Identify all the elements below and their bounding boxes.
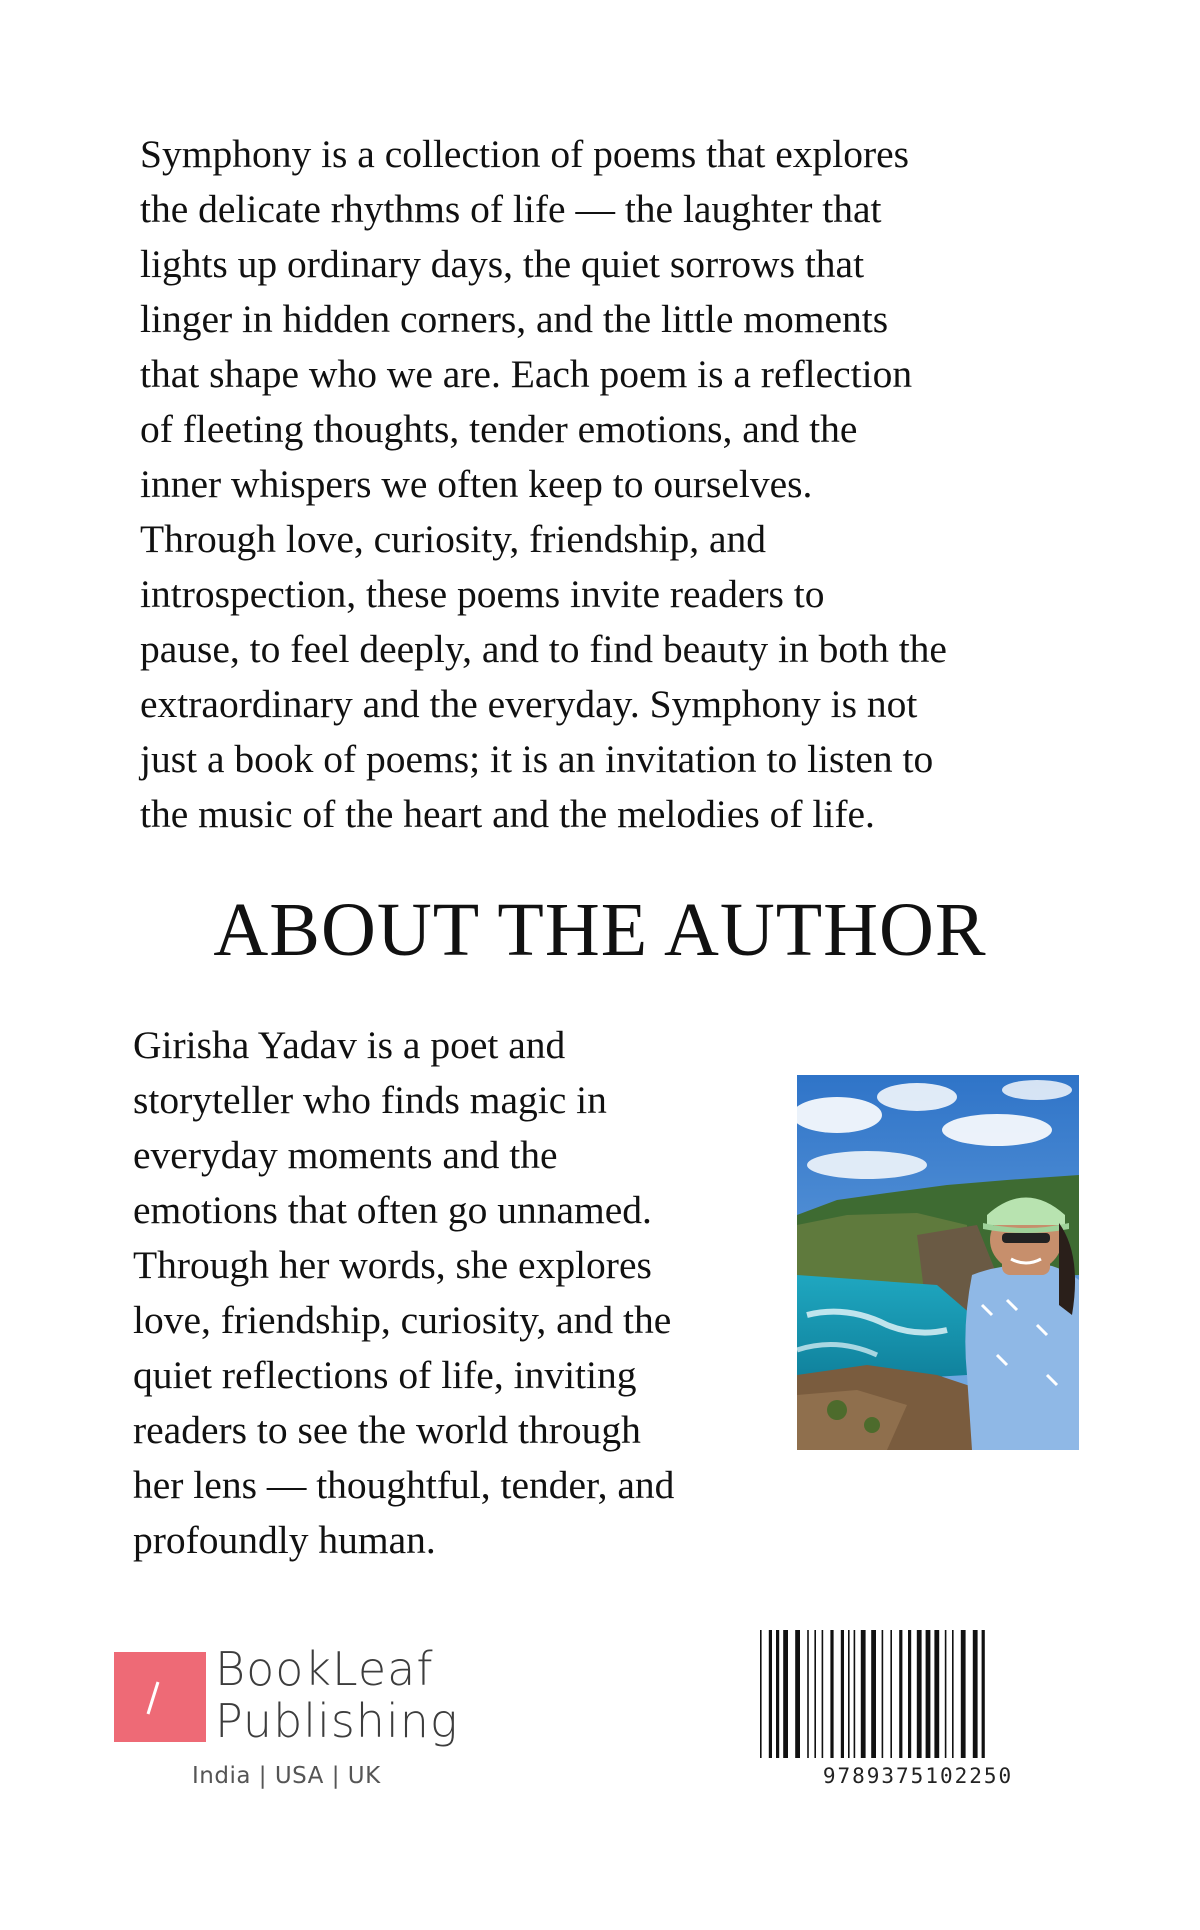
blurb-line: introspection, these poems invite readers to bbox=[140, 572, 825, 616]
bio-line: storyteller who finds magic in bbox=[133, 1078, 607, 1122]
blurb-line: the music of the heart and the melodies of life. bbox=[140, 792, 875, 836]
barcode-bar bbox=[841, 1630, 844, 1758]
bio-line: quiet reflections of life, inviting bbox=[133, 1353, 637, 1397]
bio-line: her lens — thoughtful, tender, and bbox=[133, 1463, 675, 1507]
barcode-bar bbox=[908, 1630, 911, 1758]
barcode-bar bbox=[783, 1630, 788, 1758]
publisher-regions: India | USA | UK bbox=[192, 1763, 381, 1789]
barcode-bar bbox=[861, 1630, 866, 1758]
barcode-bar bbox=[899, 1630, 902, 1758]
bio-line: everyday moments and the bbox=[133, 1133, 558, 1177]
blurb-line: just a book of poems; it is an invitation to listen to bbox=[140, 737, 934, 781]
bio-line: Girisha Yadav is a poet and bbox=[133, 1023, 566, 1067]
barcode-bar bbox=[882, 1630, 884, 1758]
barcode-bar bbox=[814, 1630, 816, 1758]
barcode-bar bbox=[871, 1630, 876, 1758]
barcode-bar bbox=[822, 1630, 824, 1758]
blurb-line: inner whispers we often keep to ourselves. bbox=[140, 462, 813, 506]
barcode-bar bbox=[795, 1630, 800, 1758]
bio-line: emotions that often go unnamed. bbox=[133, 1188, 652, 1232]
blurb-line: extraordinary and the everyday. Symphony is not bbox=[140, 682, 918, 726]
publisher-name-line2: Publishing bbox=[215, 1694, 459, 1748]
blurb-line: of fleeting thoughts, tender emotions, and the bbox=[140, 407, 858, 451]
isbn-number: 9789375102250 bbox=[822, 1764, 1014, 1788]
barcode-bar bbox=[760, 1630, 762, 1758]
author-bio bbox=[133, 1018, 783, 1568]
blurb-line: pause, to feel deeply, and to find beauty in both the bbox=[140, 627, 947, 671]
barcode-bar bbox=[952, 1630, 954, 1758]
author-photo bbox=[797, 1075, 1079, 1450]
blurb-line: lights up ordinary days, the quiet sorrows that bbox=[140, 242, 865, 286]
publisher-name-line1: BookLeaf bbox=[215, 1642, 434, 1696]
bio-line: Through her words, she explores bbox=[133, 1243, 652, 1287]
about-author-heading: ABOUT THE AUTHOR bbox=[213, 888, 987, 972]
barcode-bar bbox=[961, 1630, 966, 1758]
isbn-barcode bbox=[758, 1630, 1078, 1758]
bio-line: readers to see the world through bbox=[133, 1408, 641, 1452]
barcode-bar bbox=[945, 1630, 947, 1758]
blurb-line: Through love, curiosity, friendship, and bbox=[140, 517, 767, 561]
bio-line: love, friendship, curiosity, and the bbox=[133, 1298, 672, 1342]
publisher-name bbox=[215, 1643, 459, 1747]
barcode-bar bbox=[830, 1630, 833, 1758]
blurb-line: the delicate rhythms of life — the laughter that bbox=[140, 187, 882, 231]
barcode-bar bbox=[982, 1630, 985, 1758]
barcode-bar bbox=[934, 1630, 939, 1758]
barcode-bar bbox=[890, 1630, 892, 1758]
blurb-line: Symphony is a collection of poems that explores bbox=[140, 132, 910, 176]
barcode-bar bbox=[848, 1630, 850, 1758]
bio-line: profoundly human. bbox=[133, 1518, 436, 1562]
bookleaf-logo-icon bbox=[114, 1652, 206, 1742]
barcode-bar bbox=[917, 1630, 922, 1758]
barcode-bar bbox=[776, 1630, 779, 1758]
barcode-bar bbox=[769, 1630, 772, 1758]
blurb-line: linger in hidden corners, and the little moments bbox=[140, 297, 889, 341]
back-cover-blurb bbox=[140, 127, 1040, 842]
barcode-bar bbox=[973, 1630, 978, 1758]
blurb-line: that shape who we are. Each poem is a reflection bbox=[140, 352, 913, 396]
barcode-bar bbox=[854, 1630, 856, 1758]
barcode-bar bbox=[807, 1630, 809, 1758]
barcode-bar bbox=[926, 1630, 931, 1758]
